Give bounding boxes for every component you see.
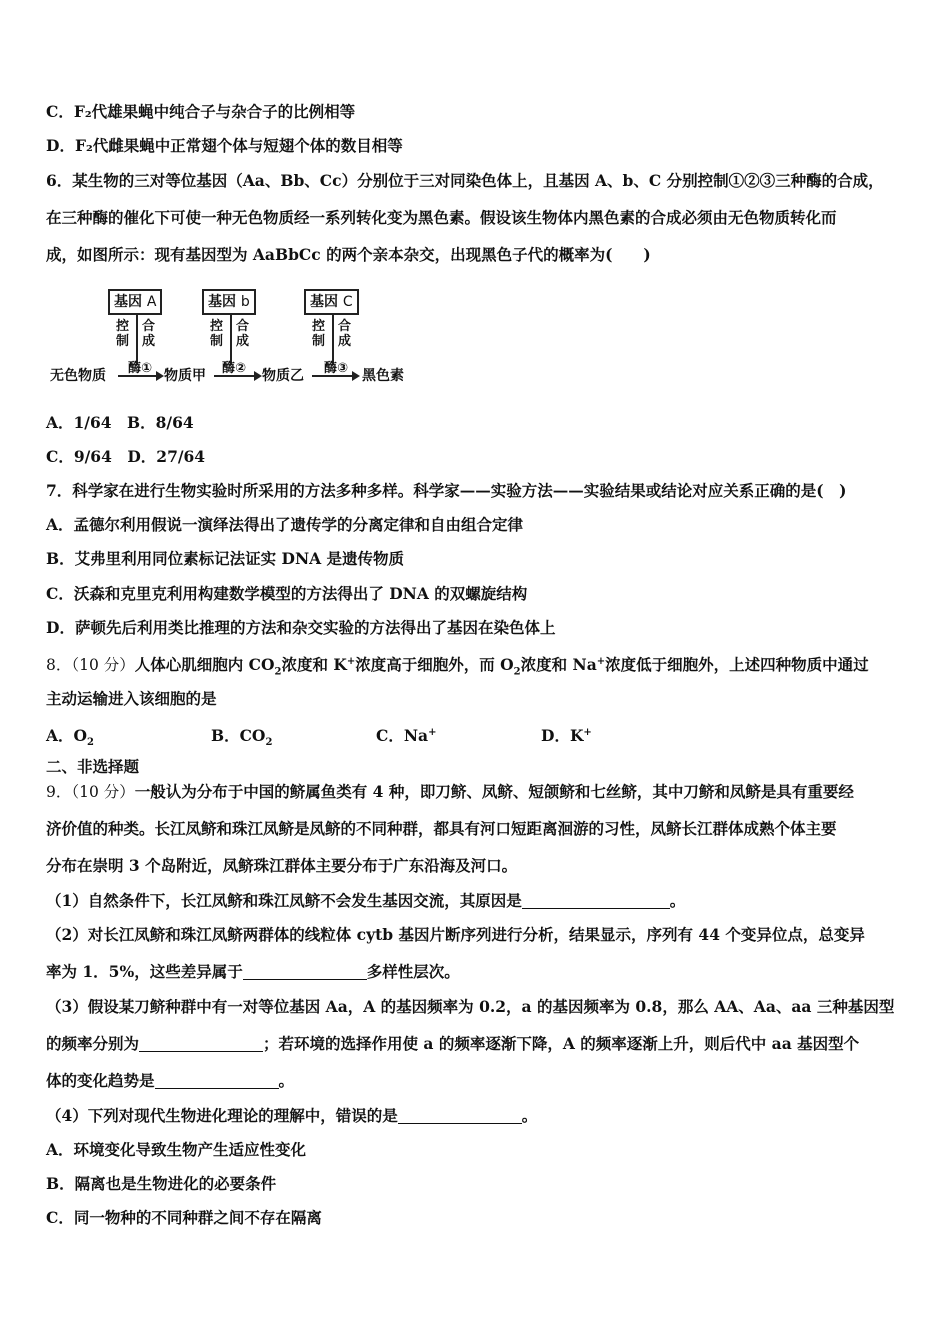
section-heading: 二、非选择题 [46,757,140,776]
gene-a-box: 基因 A [108,289,162,315]
q5-option-c: C．F₂代雄果蝇中纯合子与杂合子的比例相等 [46,102,356,121]
answer-blank-4[interactable] [155,1073,279,1089]
answer-blank-1[interactable] [522,893,670,909]
enzyme-2: 酶② [222,361,247,376]
enzyme-1: 酶① [128,361,153,376]
q9-stem-line2: 济价值的种类。长江凤鲚和珠江凤鲚是凤鲚的不同种群，都具有河口短距离洄游的习性，凤鲚长江群体成熟个体主要 [46,819,837,838]
q9-part1: （1）自然条件下，长江凤鲚和珠江凤鲚不会发生基因交流，其原因是 。 [46,891,686,910]
gene-c-box: 基因 C [304,289,359,315]
q7-option-a: A．孟德尔利用假说一演绎法得出了遗传学的分离定律和自由组合定律 [46,515,524,534]
control-label-a: 控制 [116,319,130,349]
arrow-2 [214,375,260,377]
answer-blank-3[interactable] [139,1036,263,1052]
q8-option-b: B．$CO_2$ [211,726,273,749]
answer-blank-5[interactable] [398,1108,522,1124]
q9-stem-line1: 9．（10 分）一般认为分布于中国的鲚属鱼类有 4 种，即刀鲚、凤鲚、短颌鲚和七丝鲚，其中刀鲚和凤鲚是具有重要经 [46,782,854,801]
q7-option-d: D．萨顿先后利用类比推理的方法和杂交实验的方法得出了基因在染色体上 [46,618,556,637]
q6-options-cd: C．9/64 D．27/64 [46,447,206,466]
q8-number: 8．（10 分） [46,656,135,675]
q9-part3-line1: （3）假设某刀鲚种群中有一对等位基因 Aa，A 的基因频率为 0.2，a 的基因频率为 0.8，那么 AA、Aa、aa 三种基因型 [46,997,895,1016]
q9-part4: （4）下列对现代生物进化理论的理解中，错误的是 。 [46,1106,538,1125]
q8-option-a: A．$O_2$ [46,726,94,749]
q9-number: 9．（10 分） [46,783,135,801]
q7-option-c: C．沃森和克里克利用构建数学模型的方法得出了 DNA 的双螺旋结构 [46,584,528,603]
q9-part3-line3: 体的变化趋势是 。 [46,1071,295,1090]
control-label-b: 控制 [210,319,224,349]
q9-part3-line2: 的频率分别为 ；若环境的选择作用使 a 的频率逐渐下降，A 的频率逐渐上升，则后代中 aa 基因型个 [46,1034,860,1053]
enzyme-3: 酶③ [324,361,349,376]
q8-stem-line1: 8．（10 分）人体心肌细胞内 $CO_2$浓度和 K+浓度高于细胞外，而 $O_2$浓度和 Na+浓度低于细胞外，上述四种物质中通过 [46,655,869,678]
arrow-1 [118,375,162,377]
q9-part2-line1: （2）对长江凤鲚和珠江凤鲚两群体的线粒体 cytb 基因片断序列进行分析，结果显示，序列有 44 个变异位点，总变异 [46,925,865,944]
q8-stem-line2: 主动运输进入该细胞的是 [46,689,217,708]
q8-option-d: D．K+ [541,726,592,746]
q9-option-b: B．隔离也是生物进化的必要条件 [46,1174,277,1193]
q8-option-c: C．Na+ [376,726,437,746]
q6-stem-line2: 在三种酶的催化下可使一种无色物质经一系列转化变为黑色素。假设该生物体内黑色素的合成必须由无色物质转化而 [46,208,837,227]
q5-option-d: D．F₂代雌果蝇中正常翅个体与短翅个体的数目相等 [46,136,403,155]
synth-label-c: 合成 [338,319,352,349]
q9-option-a: A．环境变化导致生物产生适应性变化 [46,1140,307,1159]
q7-option-b: B．艾弗里利用同位素标记法证实 DNA 是遗传物质 [46,549,405,568]
gene-b-box: 基因 b [202,289,256,315]
q9-option-c: C．同一物种的不同种群之间不存在隔离 [46,1208,322,1227]
q7-stem: 7．科学家在进行生物实验时所采用的方法多种多样。科学家——实验方法——实验结果或结论对应关系正确的是( ) [46,481,847,500]
melanin: 黑色素 [362,368,404,384]
synth-label-a: 合成 [142,319,156,349]
control-label-c: 控制 [312,319,326,349]
synth-label-b: 合成 [236,319,250,349]
substance-jia: 物质甲 [164,368,206,384]
answer-blank-2[interactable] [243,964,367,980]
colorless-substance: 无色物质 [50,368,106,384]
q8-options [46,722,910,754]
q6-stem-line1: 6．某生物的三对等位基因（Aa、Bb、Cc）分别位于三对同染色体上，且基因 A、b、C 分别控制①②③三种酶的合成， [46,171,884,190]
q6-options-ab: A．1/64 B．8/64 [46,413,194,432]
arrow-3 [312,375,358,377]
q9-stem-line3: 分布在崇明 3 个岛附近，凤鲚珠江群体主要分布于广东沿海及河口。 [46,856,518,875]
pigment-pathway-diagram [46,283,446,393]
substance-yi: 物质乙 [262,368,304,384]
q9-part2-line2: 率为 1．5%，这些差异属于 多样性层次。 [46,962,460,981]
q6-stem-line3: 成，如图所示：现有基因型为 AaBbCc 的两个亲本杂交，出现黑色子代的概率为( ) [46,245,651,264]
